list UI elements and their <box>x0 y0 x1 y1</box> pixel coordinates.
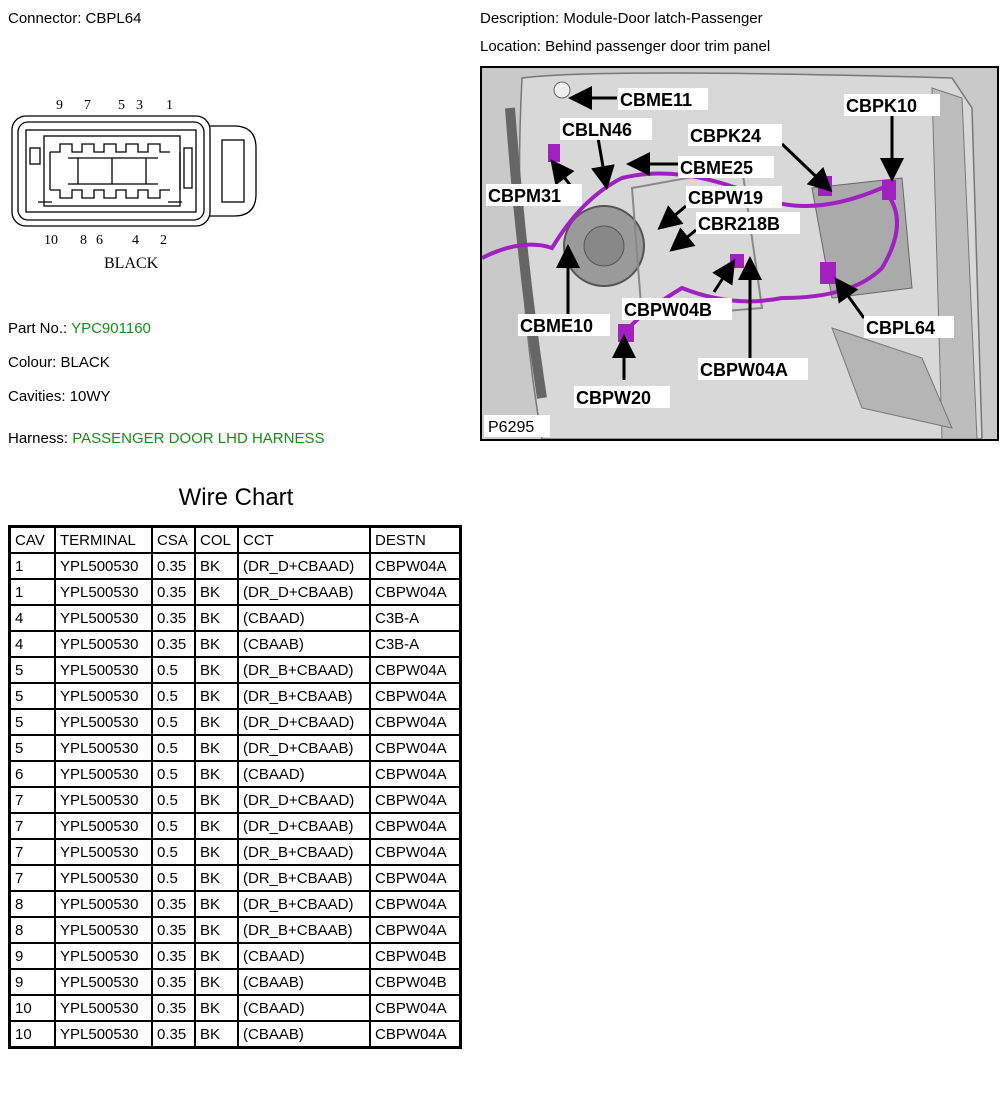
table-row <box>10 917 461 943</box>
cell-col: BK <box>195 657 238 683</box>
cavities-value: 10WY <box>69 388 111 405</box>
pin-bottom-4: 4 <box>132 233 139 248</box>
pin-top-9: 9 <box>56 98 63 113</box>
cell-cav: 8 <box>10 917 56 943</box>
cell-destn: CBPW04A <box>370 579 461 605</box>
cell-destn: CBPW04A <box>370 813 461 839</box>
wire-chart-table <box>8 525 462 1049</box>
cell-cav: 9 <box>10 969 56 995</box>
cell-terminal: YPL500530 <box>55 1021 152 1048</box>
connector-cavity-walls <box>50 152 180 190</box>
cell-cav: 10 <box>10 995 56 1021</box>
description-value: Module-Door latch-Passenger <box>563 10 763 27</box>
cell-col: BK <box>195 579 238 605</box>
callout-cbln46: CBLN46 <box>562 120 633 140</box>
cell-csa: 0.5 <box>152 683 195 709</box>
cell-cav: 9 <box>10 943 56 969</box>
cell-cct: (CBAAB) <box>238 1021 370 1048</box>
connector-inner-shell <box>18 122 204 220</box>
colour-value: BLACK <box>60 354 110 371</box>
cell-col: BK <box>195 683 238 709</box>
table-row <box>10 891 461 917</box>
callout-cbme10: CBME10 <box>520 316 594 336</box>
cell-cav: 5 <box>10 735 56 761</box>
cell-cct: (CBAAD) <box>238 605 370 631</box>
cell-destn: CBPW04A <box>370 553 461 579</box>
cell-col: BK <box>195 891 238 917</box>
harness-line <box>8 430 324 447</box>
cavities-label: Cavities: <box>8 388 66 405</box>
cell-destn: CBPW04A <box>370 839 461 865</box>
pin-bottom-8: 8 <box>80 233 87 248</box>
cell-cct: (DR_B+CBAAB) <box>238 865 370 891</box>
cell-cav: 1 <box>10 553 56 579</box>
cell-cav: 5 <box>10 709 56 735</box>
description-label: Description: <box>480 10 560 27</box>
cell-cav: 8 <box>10 891 56 917</box>
cell-cav: 7 <box>10 865 56 891</box>
cell-destn: CBPW04A <box>370 917 461 943</box>
header-destn: DESTN <box>370 527 461 554</box>
cell-cct: (CBAAB) <box>238 969 370 995</box>
connector-cavity-block <box>26 130 196 212</box>
cell-col: BK <box>195 865 238 891</box>
cell-terminal: YPL500530 <box>55 917 152 943</box>
cell-cav: 7 <box>10 813 56 839</box>
table-row <box>10 657 461 683</box>
cell-cct: (DR_B+CBAAD) <box>238 657 370 683</box>
cell-cct: (DR_B+CBAAD) <box>238 891 370 917</box>
pin-top-3: 3 <box>136 98 143 113</box>
wire-chart-title: Wire Chart <box>178 484 294 511</box>
table-row <box>10 631 461 657</box>
cell-terminal: YPL500530 <box>55 683 152 709</box>
cell-destn: C3B-A <box>370 631 461 657</box>
cell-csa: 0.35 <box>152 891 195 917</box>
table-row <box>10 553 461 579</box>
cell-terminal: YPL500530 <box>55 709 152 735</box>
location-illustration <box>480 66 999 441</box>
cell-destn: CBPW04A <box>370 995 461 1021</box>
cell-terminal: YPL500530 <box>55 865 152 891</box>
cell-csa: 0.35 <box>152 943 195 969</box>
connector-value: CBPL64 <box>85 10 142 27</box>
colour-line <box>8 354 110 371</box>
cell-col: BK <box>195 813 238 839</box>
cell-csa: 0.35 <box>152 553 195 579</box>
cell-destn: CBPW04A <box>370 761 461 787</box>
cell-cct: (DR_B+CBAAB) <box>238 917 370 943</box>
cell-col: BK <box>195 839 238 865</box>
cell-col: BK <box>195 735 238 761</box>
cell-terminal: YPL500530 <box>55 891 152 917</box>
header-csa: CSA <box>152 527 195 554</box>
cell-cct: (DR_B+CBAAD) <box>238 839 370 865</box>
header-terminal: TERMINAL <box>55 527 152 554</box>
cavities-line <box>8 388 111 405</box>
door-illustration <box>482 68 997 439</box>
cell-terminal: YPL500530 <box>55 735 152 761</box>
wire-chart-header-row <box>10 527 461 554</box>
table-row <box>10 995 461 1021</box>
part-no-line <box>8 320 151 337</box>
cell-csa: 0.35 <box>152 1021 195 1048</box>
cell-cav: 6 <box>10 761 56 787</box>
table-row <box>10 865 461 891</box>
cell-cct: (CBAAD) <box>238 943 370 969</box>
cell-col: BK <box>195 995 238 1021</box>
connector-key-right <box>184 148 192 188</box>
cell-terminal: YPL500530 <box>55 579 152 605</box>
photo-ref: P6295 <box>488 419 535 436</box>
cell-cct: (CBAAD) <box>238 761 370 787</box>
cell-csa: 0.35 <box>152 917 195 943</box>
cell-destn: CBPW04A <box>370 1021 461 1048</box>
cell-destn: CBPW04A <box>370 709 461 735</box>
diagram-color-label: BLACK <box>104 255 159 272</box>
cell-cct: (DR_B+CBAAB) <box>238 683 370 709</box>
connector-top-pins <box>50 144 170 152</box>
colour-label: Colour: <box>8 354 57 371</box>
plug-cbpm31 <box>548 144 560 162</box>
cell-col: BK <box>195 1021 238 1048</box>
cell-cav: 4 <box>10 631 56 657</box>
cell-csa: 0.35 <box>152 605 195 631</box>
callout-cbme11: CBME11 <box>620 90 693 110</box>
table-row <box>10 969 461 995</box>
header-cav: CAV <box>10 527 56 554</box>
connector-bottom-pins <box>50 190 170 198</box>
cell-col: BK <box>195 553 238 579</box>
table-row <box>10 787 461 813</box>
cell-csa: 0.5 <box>152 813 195 839</box>
connector-key-left <box>30 148 40 164</box>
cell-terminal: YPL500530 <box>55 761 152 787</box>
cell-cct: (CBAAD) <box>238 995 370 1021</box>
cell-cct: (DR_D+CBAAD) <box>238 787 370 813</box>
cell-cav: 5 <box>10 683 56 709</box>
table-row <box>10 839 461 865</box>
cell-terminal: YPL500530 <box>55 787 152 813</box>
header-cct: CCT <box>238 527 370 554</box>
cell-destn: CBPW04B <box>370 969 461 995</box>
header-col: COL <box>195 527 238 554</box>
table-row <box>10 943 461 969</box>
cell-cav: 10 <box>10 1021 56 1048</box>
connector-latch-window <box>222 140 244 202</box>
harness-label: Harness: <box>8 430 69 447</box>
harness-link[interactable]: PASSENGER DOOR LHD HARNESS <box>72 430 325 447</box>
pin-top-1: 1 <box>166 98 173 113</box>
cell-destn: CBPW04A <box>370 787 461 813</box>
cell-csa: 0.5 <box>152 761 195 787</box>
cell-terminal: YPL500530 <box>55 553 152 579</box>
table-row <box>10 761 461 787</box>
cell-destn: CBPW04A <box>370 865 461 891</box>
pin-top-5: 5 <box>118 98 125 113</box>
table-row <box>10 1021 461 1048</box>
cell-col: BK <box>195 943 238 969</box>
pin-bottom-10: 10 <box>44 233 58 248</box>
speaker-cone <box>584 226 624 266</box>
cell-terminal: YPL500530 <box>55 657 152 683</box>
cell-csa: 0.5 <box>152 709 195 735</box>
cell-terminal: YPL500530 <box>55 605 152 631</box>
plug-cbpw20 <box>618 324 634 342</box>
callout-cbpw19: CBPW19 <box>688 188 764 208</box>
plug-cbpk10 <box>882 180 896 200</box>
cell-csa: 0.35 <box>152 969 195 995</box>
cell-terminal: YPL500530 <box>55 995 152 1021</box>
connector-label: Connector: <box>8 10 82 27</box>
table-row <box>10 605 461 631</box>
cell-cav: 5 <box>10 657 56 683</box>
callout-cbr218b: CBR218B <box>698 214 781 234</box>
callout-cbpl64: CBPL64 <box>866 318 936 338</box>
part-no-label: Part No.: <box>8 320 68 337</box>
cell-csa: 0.5 <box>152 657 195 683</box>
cell-col: BK <box>195 631 238 657</box>
pin-bottom-2: 2 <box>160 233 167 248</box>
cell-cav: 1 <box>10 579 56 605</box>
cell-col: BK <box>195 917 238 943</box>
table-row <box>10 579 461 605</box>
callout-cbpw04b: CBPW04B <box>624 300 713 320</box>
cell-destn: CBPW04A <box>370 683 461 709</box>
location-line <box>480 38 770 55</box>
cell-terminal: YPL500530 <box>55 969 152 995</box>
cell-destn: CBPW04A <box>370 891 461 917</box>
cell-terminal: YPL500530 <box>55 839 152 865</box>
part-no-link[interactable]: YPC901160 <box>71 320 151 337</box>
table-row <box>10 813 461 839</box>
connector-face-diagram <box>8 92 260 277</box>
location-label: Location: <box>480 38 541 55</box>
cell-col: BK <box>195 787 238 813</box>
table-row <box>10 683 461 709</box>
callout-cbpw20: CBPW20 <box>576 388 652 408</box>
callout-cbpk24: CBPK24 <box>690 126 762 146</box>
callout-cbme25: CBME25 <box>680 158 754 178</box>
cell-destn: CBPW04B <box>370 943 461 969</box>
cell-csa: 0.5 <box>152 839 195 865</box>
table-row <box>10 735 461 761</box>
description-line <box>480 10 763 27</box>
cell-csa: 0.5 <box>152 735 195 761</box>
cell-destn: CBPW04A <box>370 657 461 683</box>
table-row <box>10 709 461 735</box>
cell-cct: (DR_D+CBAAB) <box>238 813 370 839</box>
cell-csa: 0.5 <box>152 787 195 813</box>
cell-terminal: YPL500530 <box>55 943 152 969</box>
cell-col: BK <box>195 605 238 631</box>
cell-cct: (DR_D+CBAAD) <box>238 553 370 579</box>
callout-cbpk10: CBPK10 <box>846 96 918 116</box>
connector-line <box>8 10 141 27</box>
callout-cbpm31: CBPM31 <box>488 186 562 206</box>
cell-destn: CBPW04A <box>370 735 461 761</box>
cell-terminal: YPL500530 <box>55 631 152 657</box>
cell-cct: (CBAAB) <box>238 631 370 657</box>
pin-top-7: 7 <box>84 98 91 113</box>
cell-cav: 7 <box>10 839 56 865</box>
cell-cct: (DR_D+CBAAB) <box>238 735 370 761</box>
pin-bottom-6: 6 <box>96 233 103 248</box>
wire-chart-body <box>10 553 461 1048</box>
cell-cct: (DR_D+CBAAD) <box>238 709 370 735</box>
cell-csa: 0.35 <box>152 579 195 605</box>
cell-csa: 0.35 <box>152 631 195 657</box>
cell-col: BK <box>195 761 238 787</box>
cell-cav: 7 <box>10 787 56 813</box>
cell-cav: 4 <box>10 605 56 631</box>
cell-col: BK <box>195 709 238 735</box>
cell-csa: 0.35 <box>152 995 195 1021</box>
cell-col: BK <box>195 969 238 995</box>
cell-csa: 0.5 <box>152 865 195 891</box>
cell-terminal: YPL500530 <box>55 813 152 839</box>
location-value: Behind passenger door trim panel <box>545 38 771 55</box>
grommet-cbme11 <box>554 82 570 98</box>
cell-destn: C3B-A <box>370 605 461 631</box>
plug-cbpl64 <box>820 262 836 284</box>
callout-cbpw04a: CBPW04A <box>700 360 789 380</box>
cell-cct: (DR_D+CBAAB) <box>238 579 370 605</box>
